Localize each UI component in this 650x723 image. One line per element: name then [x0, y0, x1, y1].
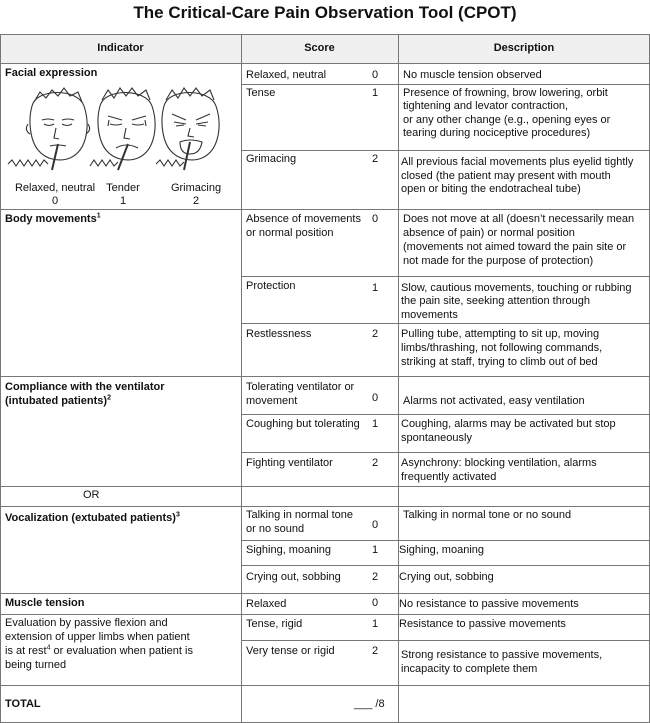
- tube-3-icon: [156, 160, 184, 166]
- facial-desc-1-line: Presence of frowning, brow lowering, orbit: [403, 87, 608, 99]
- facial-desc-1-line: tightening and levator contraction,: [403, 100, 569, 112]
- faces-illustration: [4, 84, 236, 189]
- vent-desc-2-line: frequently activated: [401, 471, 497, 483]
- vocal-desc-2: Crying out, sobbing: [399, 571, 494, 583]
- face-tender-icon: [98, 88, 155, 170]
- body-points-0: 0: [372, 213, 379, 225]
- muscle-desc-2-line: Strong resistance to passive movements,: [401, 649, 603, 661]
- muscle-desc-1: Resistance to passive movements: [399, 618, 566, 630]
- page-title: The Critical-Care Pain Observation Tool (CPOT): [133, 3, 517, 22]
- vent-desc-1-line: Coughing, alarms may be activated but stop: [401, 418, 616, 430]
- muscle-points-0: 0: [372, 597, 379, 609]
- vent-desc-1-line: spontaneously: [401, 432, 472, 444]
- facial-points-0: 0: [372, 69, 379, 81]
- muscle-eval-line: being turned: [5, 659, 67, 671]
- body-title: Body movements$^1$: [5, 212, 101, 225]
- facial-score-0: Relaxed, neutral: [246, 69, 327, 81]
- muscle-score-2: Very tense or rigid: [246, 645, 335, 657]
- muscle-points-1: 1: [372, 618, 379, 630]
- muscle-desc-2-line: incapacity to complete them: [401, 663, 538, 675]
- vent-points-0: 0: [372, 392, 379, 404]
- facial-desc-0: No muscle tension observed: [403, 69, 542, 81]
- vocal-points-0: 0: [372, 519, 379, 531]
- face-label-0: Relaxed, neutral: [14, 182, 96, 194]
- vent-score-0-line: Tolerating ventilator or: [246, 381, 355, 393]
- face-relaxed-icon: [26, 88, 89, 170]
- muscle-desc-0: No resistance to passive movements: [399, 598, 579, 610]
- facial-title: Facial expression: [5, 67, 98, 79]
- muscle-points-2: 2: [372, 645, 379, 657]
- or-label: OR: [83, 489, 100, 501]
- body-desc-0-line: Does not move at all (doesn’t necessarily mean: [403, 213, 635, 225]
- facial-desc-1-line: tearing during nociceptive procedures): [403, 127, 591, 139]
- tube-2-icon: [90, 160, 118, 166]
- vocalization-title: Vocalization (extubated patients)$^3$: [5, 511, 180, 524]
- face-score-1: 1: [119, 195, 127, 207]
- body-score-0-line: Absence of movements: [246, 213, 361, 225]
- vent-desc-0: Alarms not activated, easy ventilation: [403, 395, 585, 407]
- vocal-score-0-line: Talking in normal tone: [246, 509, 354, 521]
- muscle-score-0: Relaxed: [246, 598, 287, 610]
- vent-score-0-line: movement: [246, 395, 298, 407]
- facial-desc-2-line: All previous facial movements plus eyelid tightly: [401, 156, 634, 168]
- vent-score-2: Fighting ventilator: [246, 457, 333, 469]
- faces-drawing: [4, 84, 236, 184]
- header-indicator: Indicator: [97, 42, 144, 54]
- vocal-score-1: Sighing, moaning: [246, 544, 332, 556]
- facial-score-2: Grimacing: [246, 153, 297, 165]
- body-score-2: Restlessness: [246, 328, 312, 340]
- body-desc-1-line: the pain site, seeking attention through: [401, 295, 590, 307]
- face-label-2: Grimacing: [170, 182, 222, 194]
- vent-desc-2-line: Asynchrony: blocking ventilation, alarms: [401, 457, 597, 469]
- body-desc-2-line: striking at staff, trying to climb out of bed: [401, 356, 598, 368]
- muscle-eval-line: Evaluation by passive flexion and: [5, 617, 168, 629]
- face-grimacing-icon: [162, 88, 219, 170]
- header-description: Description: [493, 42, 555, 54]
- body-desc-2-line: limbs/thrashing, not following commands,: [401, 342, 603, 354]
- muscle-score-1: Tense, rigid: [246, 618, 303, 630]
- body-points-1: 1: [372, 282, 379, 294]
- tube-1-icon: [8, 160, 48, 166]
- facial-desc-1-line: or any other change (e.g., opening eyes or: [403, 114, 611, 126]
- vent-score-1: Coughing but tolerating: [246, 418, 360, 430]
- face-score-0: 0: [51, 195, 59, 207]
- body-desc-0-line: not made for the purpose of protection): [403, 255, 594, 267]
- facial-desc-2-line: closed (the patient may present with mouth: [401, 170, 611, 182]
- facial-desc-2-line: open or biting the endotracheal tube): [401, 183, 581, 195]
- body-points-2: 2: [372, 328, 379, 340]
- total-label: TOTAL: [5, 698, 41, 710]
- muscle-eval-line: extension of upper limbs when patient: [5, 631, 190, 643]
- facial-score-1: Tense: [246, 87, 276, 99]
- body-desc-1-line: Slow, cautious movements, touching or rubbing: [401, 282, 632, 294]
- vent-points-2: 2: [372, 457, 379, 469]
- facial-points-1: 1: [372, 87, 379, 99]
- body-desc-2-line: Pulling tube, attempting to sit up, moving: [401, 328, 600, 340]
- vocal-points-2: 2: [372, 571, 379, 583]
- ventilator-title-line: Compliance with the ventilator: [5, 381, 165, 393]
- body-score-0-line: or normal position: [246, 227, 334, 239]
- header-score: Score: [304, 42, 335, 54]
- face-score-2: 2: [192, 195, 200, 207]
- body-desc-0-line: absence of pain) or normal position: [403, 227, 575, 239]
- vocal-desc-1: Sighing, moaning: [399, 544, 485, 556]
- body-desc-1-line: movements: [401, 309, 458, 321]
- facial-points-2: 2: [372, 153, 379, 165]
- body-desc-0-line: (movements not aimed toward the pain site or: [403, 241, 627, 253]
- face-label-1: Tender: [106, 182, 140, 194]
- vocal-desc-0: Talking in normal tone or no sound: [403, 509, 572, 521]
- body-score-1: Protection: [246, 280, 296, 292]
- ventilator-title-line: (intubated patients)$^2$: [5, 394, 111, 407]
- vocal-score-2: Crying out, sobbing: [246, 571, 341, 583]
- total-value: ___ /8: [354, 698, 385, 710]
- vent-points-1: 1: [372, 418, 379, 430]
- vocal-score-0-line: or no sound: [246, 523, 305, 535]
- vocal-points-1: 1: [372, 544, 379, 556]
- muscle-title: Muscle tension: [5, 597, 85, 609]
- muscle-eval-line: is at rest$^4$ or evaluation when patient is: [5, 644, 193, 657]
